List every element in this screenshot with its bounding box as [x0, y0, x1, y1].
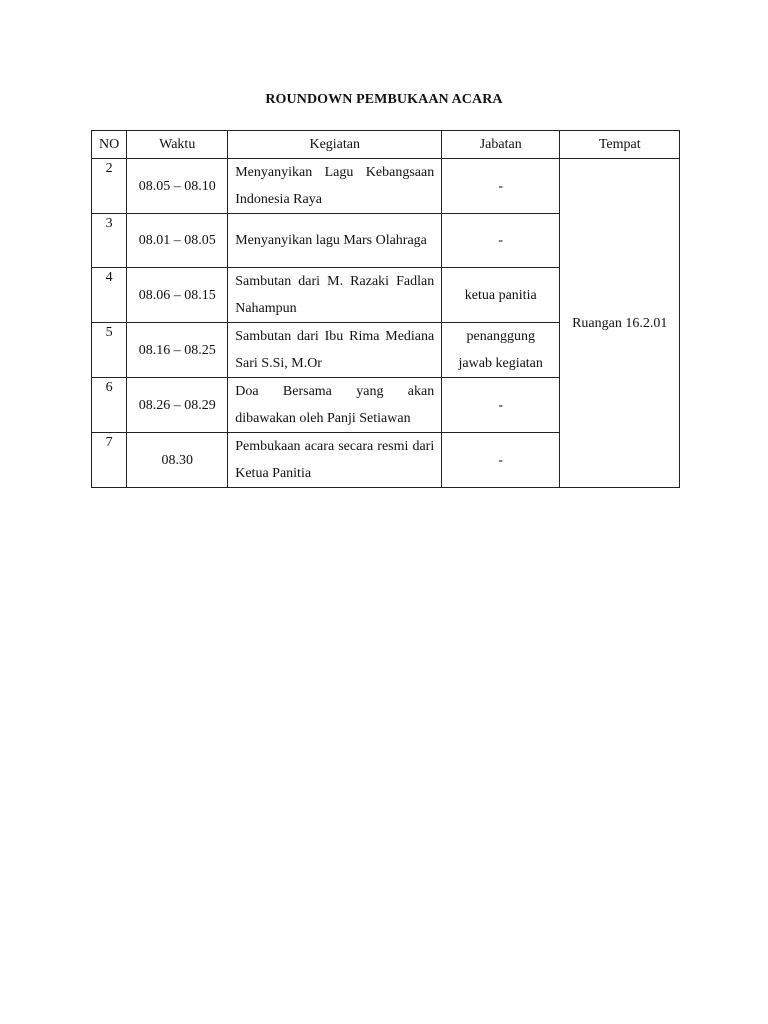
cell-no: 6 [92, 378, 127, 433]
cell-no: 3 [92, 214, 127, 268]
header-no: NO [92, 131, 127, 159]
header-waktu: Waktu [127, 131, 228, 159]
cell-kegiatan: Sambutan dari M. Razaki Fadlan Nahampun [228, 268, 442, 323]
cell-no: 4 [92, 268, 127, 323]
cell-jabatan: - [442, 433, 560, 488]
header-jabatan: Jabatan [442, 131, 560, 159]
table-header-row [92, 131, 680, 159]
header-tempat: Tempat [560, 131, 680, 159]
cell-kegiatan: Menyanyikan Lagu Kebangsaan Indonesia Raya [228, 159, 442, 214]
cell-kegiatan: Sambutan dari Ibu Rima Mediana Sari S.Si, M.Or [228, 323, 442, 378]
cell-waktu: 08.06 – 08.15 [127, 268, 228, 323]
cell-jabatan: penanggung jawab kegiatan [442, 323, 560, 378]
cell-no: 7 [92, 433, 127, 488]
cell-no: 5 [92, 323, 127, 378]
cell-kegiatan: Doa Bersama yang akan dibawakan oleh Panji Setiawan [228, 378, 442, 433]
table-row [92, 159, 680, 214]
cell-waktu: 08.16 – 08.25 [127, 323, 228, 378]
cell-kegiatan: Pembukaan acara secara resmi dari Ketua Panitia [228, 433, 442, 488]
cell-jabatan: - [442, 159, 560, 214]
document-title: ROUNDOWN PEMBUKAAN ACARA [265, 92, 503, 107]
cell-tempat: Ruangan 16.2.01 [560, 159, 680, 488]
cell-no: 2 [92, 159, 127, 214]
cell-jabatan: - [442, 378, 560, 433]
cell-jabatan: - [442, 214, 560, 268]
cell-waktu: 08.30 [127, 433, 228, 488]
cell-kegiatan: Menyanyikan lagu Mars Olahraga [228, 214, 442, 268]
cell-waktu: 08.26 – 08.29 [127, 378, 228, 433]
cell-jabatan: ketua panitia [442, 268, 560, 323]
cell-waktu: 08.05 – 08.10 [127, 159, 228, 214]
rundown-table [91, 130, 680, 488]
header-kegiatan: Kegiatan [228, 131, 442, 159]
cell-waktu: 08.01 – 08.05 [127, 214, 228, 268]
